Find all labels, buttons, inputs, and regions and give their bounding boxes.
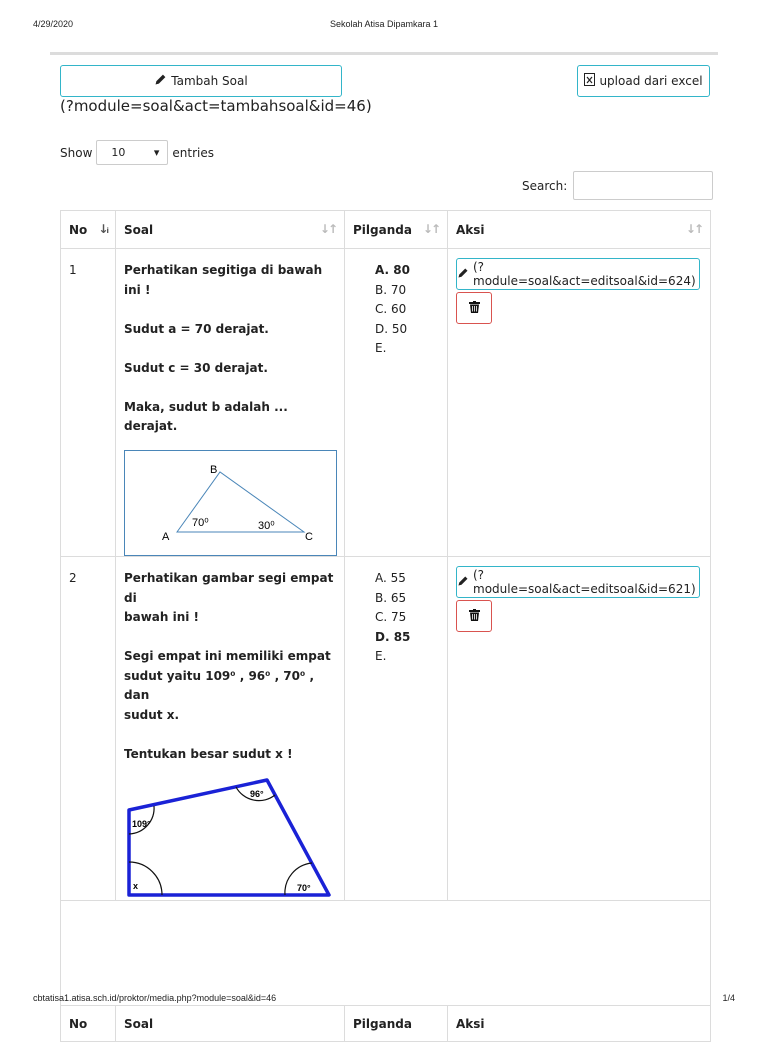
print-date: 4/29/2020 [33, 19, 74, 29]
trash-icon [469, 301, 480, 316]
empty-cell [448, 900, 711, 1005]
question-text [124, 647, 338, 725]
options-cell [345, 557, 448, 901]
question-cell [116, 557, 345, 901]
triangle-figure [124, 450, 337, 556]
print-url: cbtatisa1.atisa.sch.id/proktor/media.php?module=soal&id=46 [33, 993, 277, 1003]
question-line: Tentukan besar sudut x ! [124, 746, 293, 761]
length-prefix: Show [60, 145, 93, 160]
question-line: Segi empat ini memiliki empat [124, 649, 331, 663]
delete-button[interactable] [456, 600, 492, 632]
question-line: bawah ini ! [124, 610, 200, 624]
search-area [522, 171, 713, 200]
footer-label: Pilganda [353, 1016, 412, 1031]
empty-cell [116, 900, 345, 1005]
footer-header-aksi [448, 1005, 711, 1041]
table-row [61, 557, 711, 901]
tambah-soal-button[interactable] [60, 65, 342, 97]
sort-icon: ↓↑ [685, 222, 702, 236]
angle-a-label: 70⁰ [192, 517, 209, 529]
option-item: E. [375, 649, 387, 663]
quadrilateral-figure [124, 776, 334, 900]
header-label: No [69, 223, 88, 237]
row-number: 2 [61, 557, 116, 901]
option-item: E. [375, 341, 387, 355]
column-header-soal[interactable] [116, 211, 345, 249]
sort-icon: ↓↑ [319, 222, 336, 236]
option-item: A. 55 [375, 571, 406, 585]
header-label: Soal [124, 223, 154, 237]
top-divider [50, 52, 718, 55]
header-label: Aksi [456, 223, 485, 237]
trash-icon [469, 609, 480, 624]
upload-excel-label: upload dari excel [599, 74, 703, 88]
option-item: D. 85 [375, 629, 411, 644]
options-cell [345, 249, 448, 557]
search-input[interactable] [573, 171, 713, 200]
empty-cell [61, 900, 116, 1005]
edit-button[interactable] [456, 566, 700, 598]
question-text [124, 569, 338, 628]
pencil-icon [154, 73, 167, 89]
caret-down-icon: ▾ [153, 146, 160, 159]
print-page-title: Sekolah Atisa Dipamkara 1 [329, 19, 439, 29]
vertex-b-label: B [210, 464, 218, 476]
edit-label: (?module=soal&act=editsoal&id=621) [473, 568, 696, 596]
edit-button[interactable] [456, 258, 700, 290]
footer-label: Aksi [456, 1016, 485, 1031]
actions-cell [448, 557, 711, 901]
tambah-soal-label: Tambah Soal [171, 74, 248, 88]
soal-table [60, 210, 711, 1042]
table-row [61, 249, 711, 557]
question-line: sudut x. [124, 707, 180, 722]
sort-asc-icon: ↓ᵢ [98, 222, 107, 236]
question-cell [116, 249, 345, 557]
tambah-soal-href: (?module=soal&act=tambahsoal&id=46) [60, 97, 372, 115]
column-header-pilganda[interactable] [345, 211, 448, 249]
vertex-a-label: A [162, 531, 170, 543]
footer-label: Soal [124, 1016, 154, 1031]
pencil-icon [457, 267, 469, 282]
header-label: Pilganda [353, 223, 412, 237]
angle-c-label: 30⁰ [258, 520, 275, 532]
footer-header-soal [116, 1005, 345, 1041]
option-item: B. 70 [375, 282, 407, 297]
empty-row [61, 900, 711, 1005]
actions-cell [448, 249, 711, 557]
angle-109-label: 109° [132, 818, 151, 829]
row-number: 1 [61, 249, 116, 557]
column-header-no[interactable] [61, 211, 116, 249]
question-line: Maka, sudut b adalah ... derajat. [124, 399, 288, 433]
upload-excel-button[interactable] [577, 65, 710, 97]
footer-label: No [69, 1016, 88, 1031]
option-item: B. 65 [375, 590, 407, 605]
option-item: C. 60 [375, 302, 407, 316]
sort-icon: ↓↑ [422, 222, 439, 236]
footer-header-pilganda [345, 1005, 448, 1041]
option-item: D. 50 [375, 321, 408, 336]
edit-label: (?module=soal&act=editsoal&id=624) [473, 260, 696, 288]
excel-file-icon [584, 73, 595, 89]
column-header-aksi[interactable] [448, 211, 711, 249]
question-line: Sudut a = 70 derajat. [124, 321, 269, 336]
vertex-c-label: C [305, 531, 313, 543]
angle-96-label: 96° [250, 788, 264, 799]
option-item: A. 80 [375, 263, 410, 277]
question-line: Perhatikan gambar segi empat di [124, 571, 334, 605]
delete-button[interactable] [456, 292, 492, 324]
search-label: Search: [522, 178, 568, 193]
empty-cell [345, 900, 448, 1005]
footer-header-no [61, 1005, 116, 1041]
print-page-number: 1/4 [722, 993, 735, 1003]
question-line: Perhatikan segitiga di bawah ini ! [124, 263, 323, 297]
length-menu [60, 140, 214, 165]
length-suffix: entries [172, 145, 214, 160]
pencil-icon [457, 575, 469, 590]
entries-value: 10 [111, 146, 126, 159]
angle-x-label: x [133, 880, 139, 891]
question-line: sudut yaitu 109⁰ , 96⁰ , 70⁰ , dan [124, 668, 315, 702]
option-item: C. 75 [375, 610, 407, 624]
entries-select[interactable] [96, 140, 168, 165]
angle-70-label: 70° [297, 882, 311, 893]
question-line: Sudut c = 30 derajat. [124, 360, 268, 375]
